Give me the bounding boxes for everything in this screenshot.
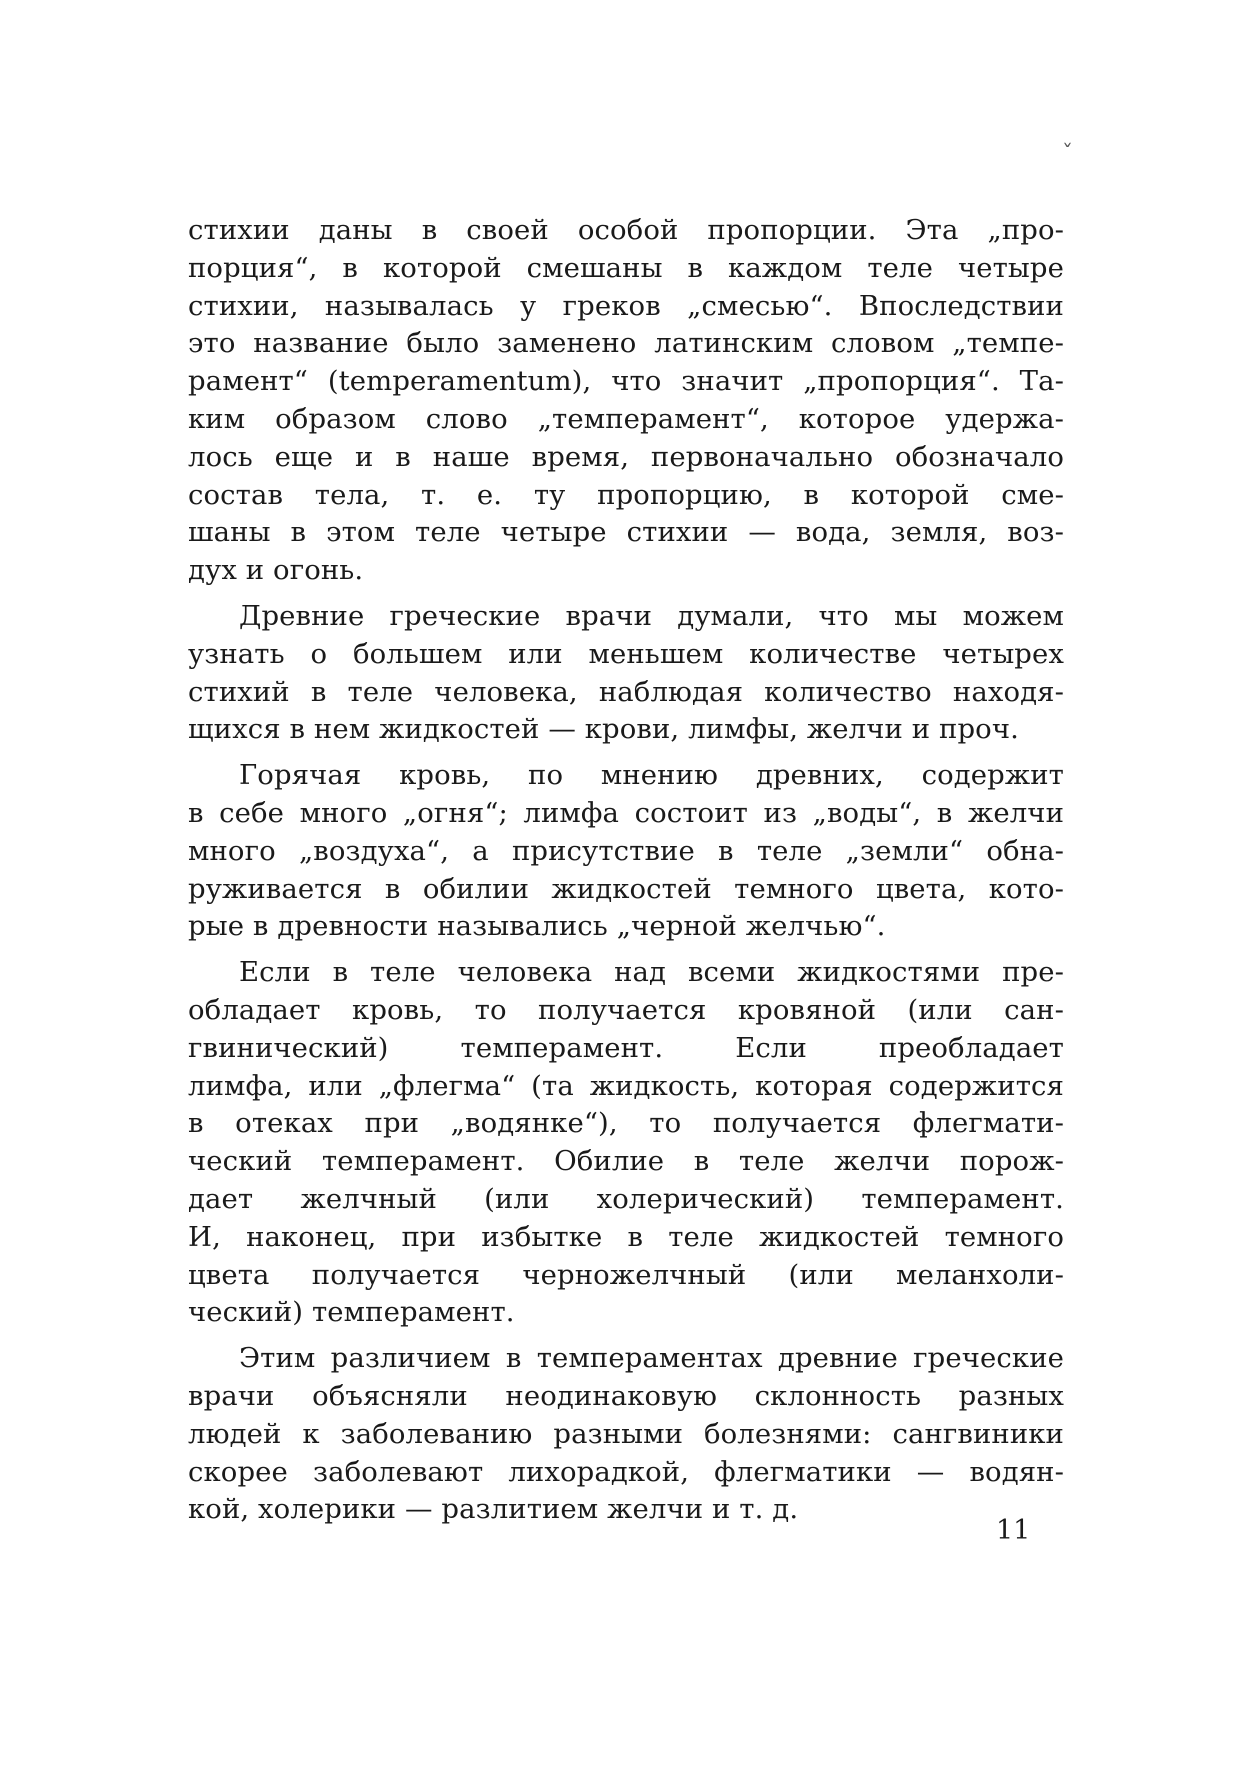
text-line: врачи объясняли неодинаковую склонность разных <box>188 1379 1064 1412</box>
paragraph <box>188 1340 1064 1529</box>
text-line: в отеках при „водянке“), то получается флегмати- <box>188 1107 1064 1140</box>
text-line: кой, холерики — разлитием желчи и т. д. <box>188 1493 799 1526</box>
paragraph <box>188 954 1064 1332</box>
body-text <box>188 212 1064 1529</box>
text-line: И, наконец, при избытке в теле жидкостей темного <box>188 1220 1064 1253</box>
text-line: Этим различием в темпераментах древние греческие <box>239 1342 1064 1375</box>
text-line: лимфа, или „флегма“ (та жидкость, которая содержится <box>188 1069 1064 1102</box>
text-line: рые в древности назывались „черной желчью“. <box>188 910 886 943</box>
text-line: порция“, в которой смешаны в каждом теле четыре <box>188 251 1064 284</box>
text-line: людей к заболеванию разными болезнями: сангвиники <box>188 1417 1064 1450</box>
text-line: стихии, называлась у греков „смесью“. Впоследствии <box>188 289 1064 322</box>
text-line: скорее заболевают лихорадкой, флегматики — водян- <box>188 1455 1064 1488</box>
paragraph <box>188 598 1064 749</box>
text-line: руживается в обилии жидкостей темного цвета, кото- <box>188 872 1064 905</box>
paragraph <box>188 212 1064 590</box>
text-line: рамент“ (temperamentum), что значит „пропорция“. Та- <box>188 365 1064 398</box>
text-line: узнать о большем или меньшем количестве четырех <box>188 637 1064 670</box>
text-line: Древние греческие врачи думали, что мы можем <box>239 599 1064 632</box>
paragraph <box>188 757 1064 946</box>
text-line: Если в теле человека над всеми жидкостями пре- <box>239 956 1064 989</box>
text-line: стихий в теле человека, наблюдая количество находя- <box>188 675 1064 708</box>
text-line: дух и огонь. <box>188 554 364 587</box>
text-line: щихся в нем жидкостей — крови, лимфы, желчи и проч. <box>188 713 1019 746</box>
text-line: много „воздуха“, а присутствие в теле „земли“ обна- <box>188 834 1064 867</box>
text-line: цвета получается черножелчный (или меланхоли- <box>188 1258 1064 1291</box>
text-line: Горячая кровь, по мнению древних, содержит <box>239 759 1064 792</box>
text-line: стихии даны в своей особой пропорции. Эта „про- <box>188 214 1064 246</box>
text-line: шаны в этом теле четыре стихии — вода, земля, воз- <box>188 516 1064 549</box>
page-number: 11 <box>996 1515 1031 1546</box>
text-line: лось еще и в наше время, первоначально обозначало <box>188 440 1064 473</box>
text-line: это название было заменено латинским словом „темпе- <box>188 327 1064 360</box>
text-line: в себе много „огня“; лимфа состоит из „воды“, в желчи <box>188 796 1064 829</box>
text-line: дает желчный (или холерический) темперамент. <box>188 1182 1064 1215</box>
text-line: обладает кровь, то получается кровяной (или сан- <box>188 993 1064 1026</box>
corner-mark: ˇ <box>1062 142 1073 167</box>
text-line: ческий темперамент. Обилие в теле желчи порож- <box>188 1145 1064 1178</box>
text-line: состав тела, т. е. ту пропорцию, в которой сме- <box>188 478 1064 511</box>
text-line: ческий) темперамент. <box>188 1296 515 1329</box>
text-line: гвинический) темперамент. Если преобладает <box>188 1031 1064 1064</box>
text-line: ким образом слово „темперамент“, которое удержа- <box>188 402 1064 435</box>
